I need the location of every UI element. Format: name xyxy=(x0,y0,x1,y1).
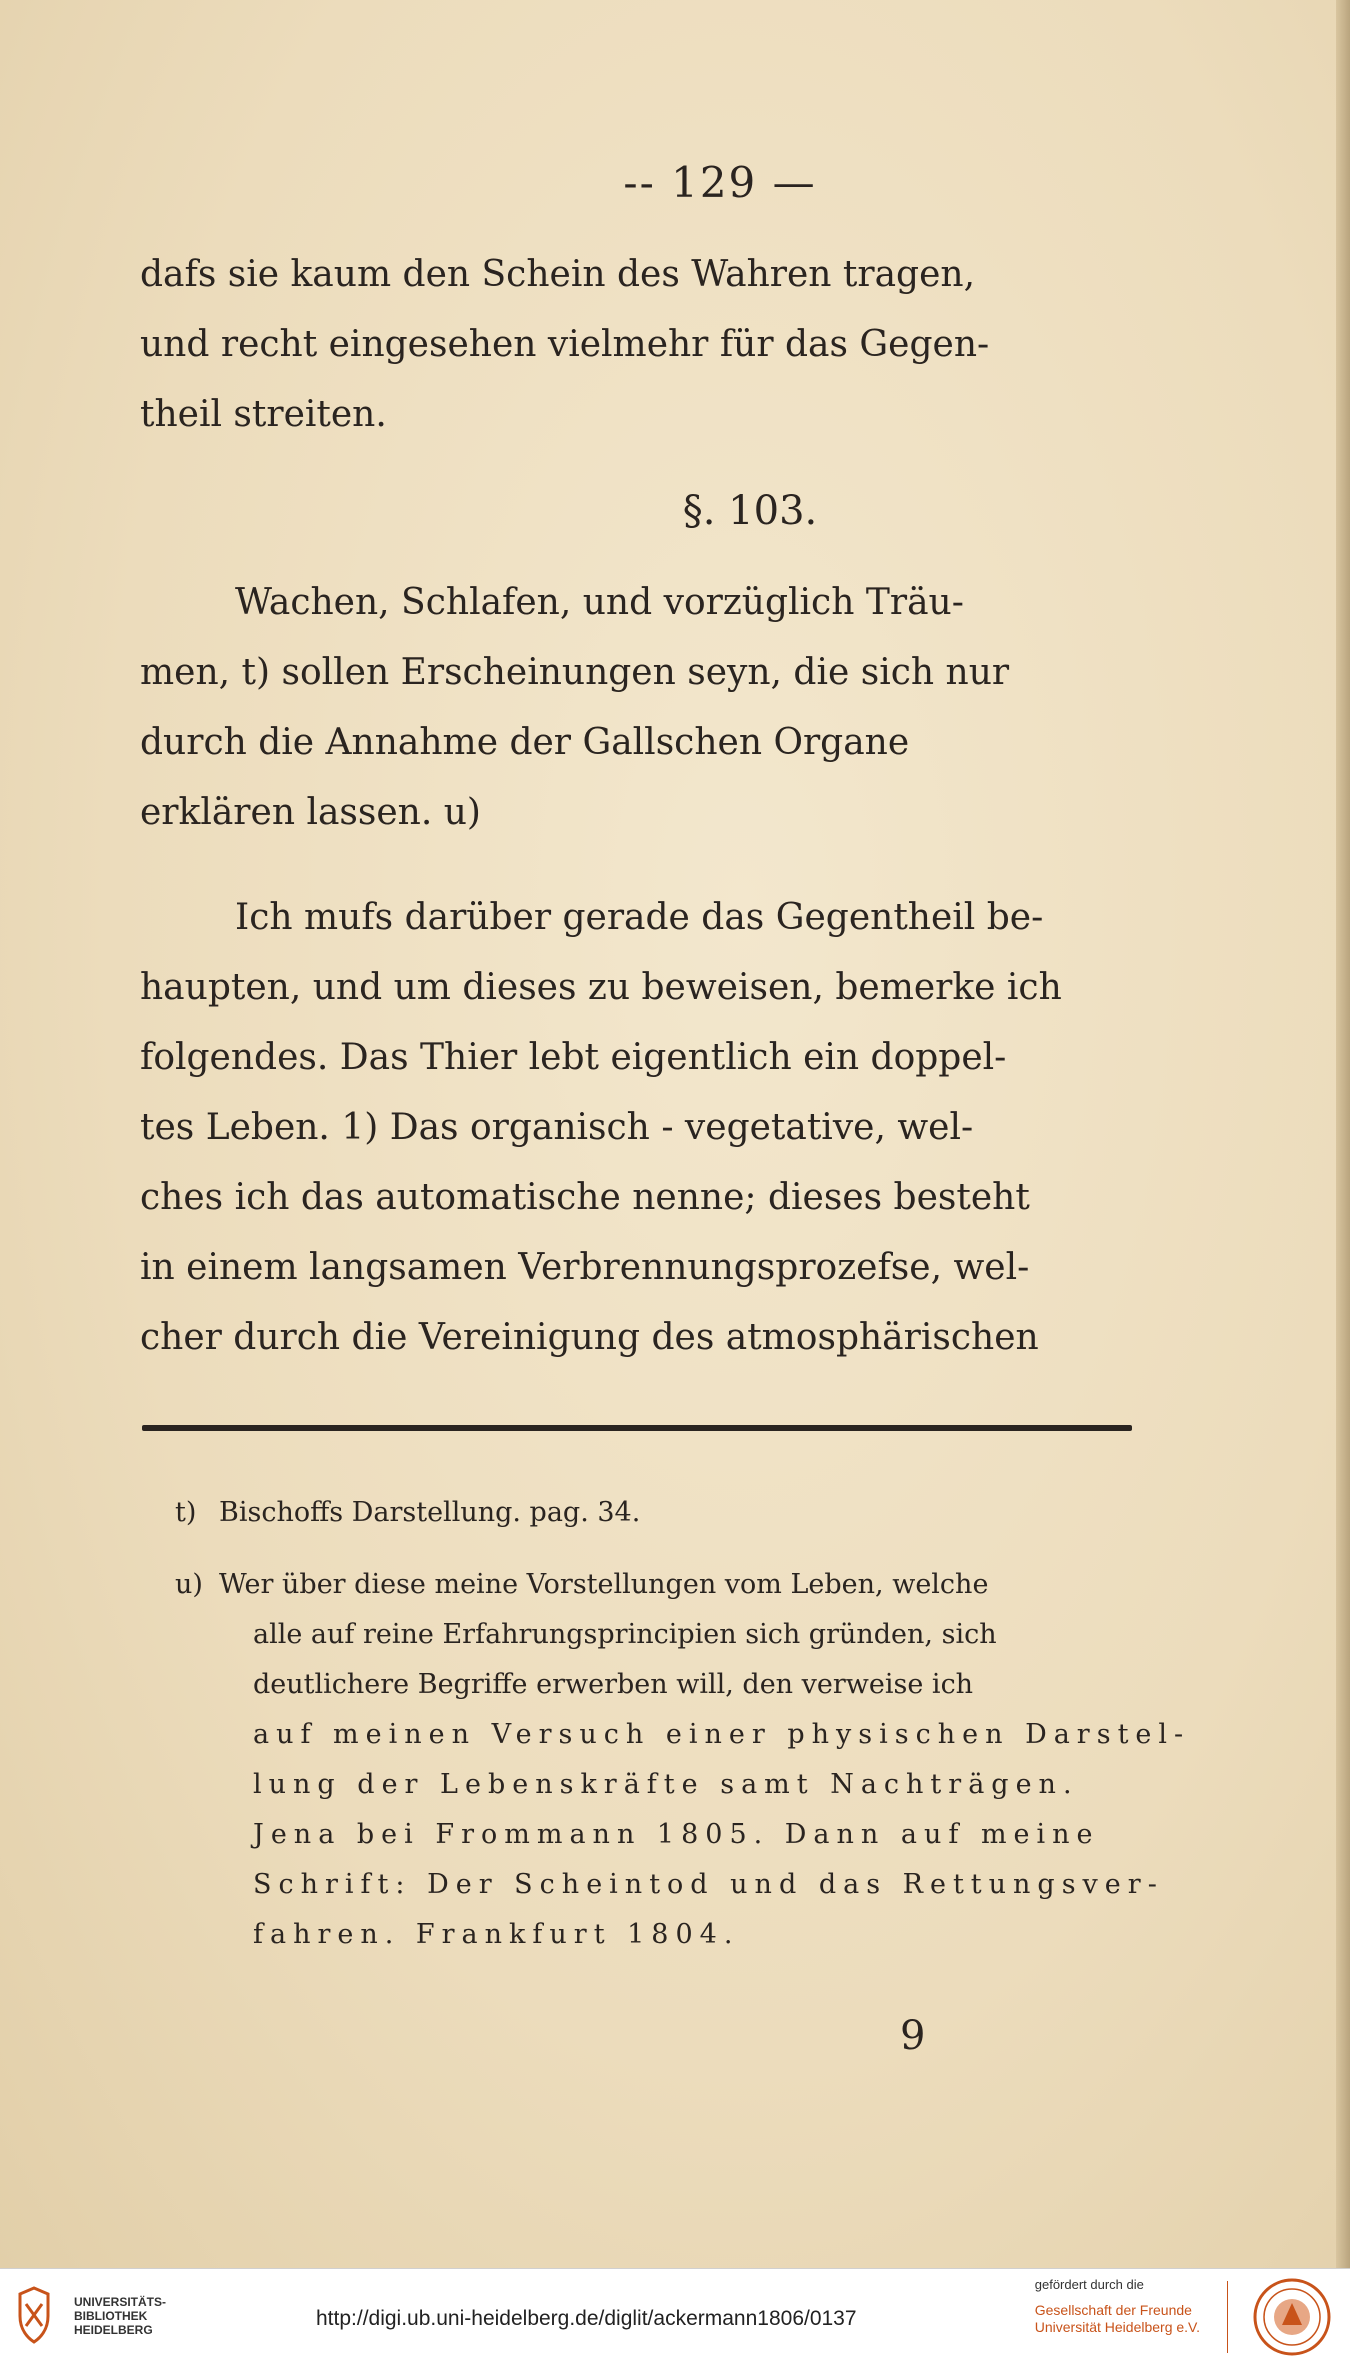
sponsor-name xyxy=(1035,2302,1200,2336)
text-line: Ich mufs darüber gerade das Gegentheil be- xyxy=(235,897,1044,938)
footnotes xyxy=(175,1488,1191,1960)
page-header: -- 129 — xyxy=(623,158,817,207)
footnote-text: Bischoffs Darstellung. pag. 34. xyxy=(219,1497,641,1528)
footnote-line: deutlichere Begriffe erwerben will, den verweise ich xyxy=(253,1669,974,1700)
footnote-label: t) xyxy=(175,1497,197,1528)
footnote-line: fahren. Frankfurt 1804. xyxy=(253,1919,740,1950)
permalink-url[interactable]: http://digi.ub.uni-heidelberg.de/diglit/ackermann1806/0137 xyxy=(316,2307,857,2330)
footnote-u xyxy=(175,1560,1135,1610)
text-line: erklären lassen. u) xyxy=(140,792,481,833)
text-line: folgendes. Das Thier lebt eigentlich ein doppel- xyxy=(140,1037,1007,1078)
footnote-divider xyxy=(142,1425,1132,1431)
text-line: tes Leben. 1) Das organisch - vegetative, wel- xyxy=(140,1107,974,1148)
text-line: und recht eingesehen vielmehr für das Gegen- xyxy=(140,324,990,365)
ub-heidelberg-logo-icon xyxy=(14,2286,54,2346)
signature-mark: 9 xyxy=(900,2013,926,2059)
library-name xyxy=(74,2295,166,2337)
footnote-line: auf meinen Versuch einer physischen Darstel- xyxy=(253,1719,1191,1750)
viewer-footer xyxy=(0,2268,1350,2364)
text-line: dafs sie kaum den Schein des Wahren tragen, xyxy=(140,254,976,295)
text-line: in einem langsamen Verbrennungsprozefse, wel- xyxy=(140,1247,1030,1288)
footnote-line: alle auf reine Erfahrungsprincipien sich gründen, sich xyxy=(253,1619,997,1650)
library-name-line: HEIDELBERG xyxy=(74,2323,153,2337)
footnote-label: u) xyxy=(175,1569,203,1600)
paragraph-2 xyxy=(140,568,1130,848)
library-name-line: UNIVERSITÄTS- xyxy=(74,2295,167,2309)
paragraph-1 xyxy=(140,240,1130,450)
text-line: theil streiten. xyxy=(140,394,387,435)
sponsor-name-line: Universität Heidelberg e.V. xyxy=(1034,2319,1200,2335)
text-line: durch die Annahme der Gallschen Organe xyxy=(140,722,910,763)
text-line: Wachen, Schlafen, und vorzüglich Träu- xyxy=(235,582,964,623)
footnote-line: Jena bei Frommann 1805. Dann auf meine xyxy=(253,1819,1100,1850)
library-name-line: BIBLIOTHEK xyxy=(74,2309,148,2323)
footnote-line: Schrift: Der Scheintod und das Rettungsver- xyxy=(253,1869,1164,1900)
text-line: haupten, und um dieses zu beweisen, bemerke ich xyxy=(140,967,1062,1008)
university-seal-icon xyxy=(1252,2277,1332,2357)
sponsor-divider xyxy=(1227,2281,1228,2353)
paragraph-3 xyxy=(140,883,1130,1373)
sponsor-caption: gefördert durch die xyxy=(1034,2277,1144,2292)
footnote-line: lung der Lebenskräfte samt Nachträgen. xyxy=(253,1769,1079,1800)
footnote-text: Wer über diese meine Vorstellungen vom Leben, welche xyxy=(219,1569,989,1600)
text-line: men, t) sollen Erscheinungen seyn, die sich nur xyxy=(140,652,1010,693)
text-line: ches ich das automatische nenne; dieses besteht xyxy=(140,1177,1030,1218)
sponsor-block xyxy=(1035,2277,1200,2336)
footnote-t xyxy=(175,1488,1135,1538)
sponsor-name-line: Gesellschaft der Freunde xyxy=(1034,2302,1192,2318)
section-heading: §. 103. xyxy=(682,488,818,534)
text-line: cher durch die Vereinigung des atmosphärischen xyxy=(140,1317,1039,1358)
page-edge xyxy=(1336,0,1350,2268)
